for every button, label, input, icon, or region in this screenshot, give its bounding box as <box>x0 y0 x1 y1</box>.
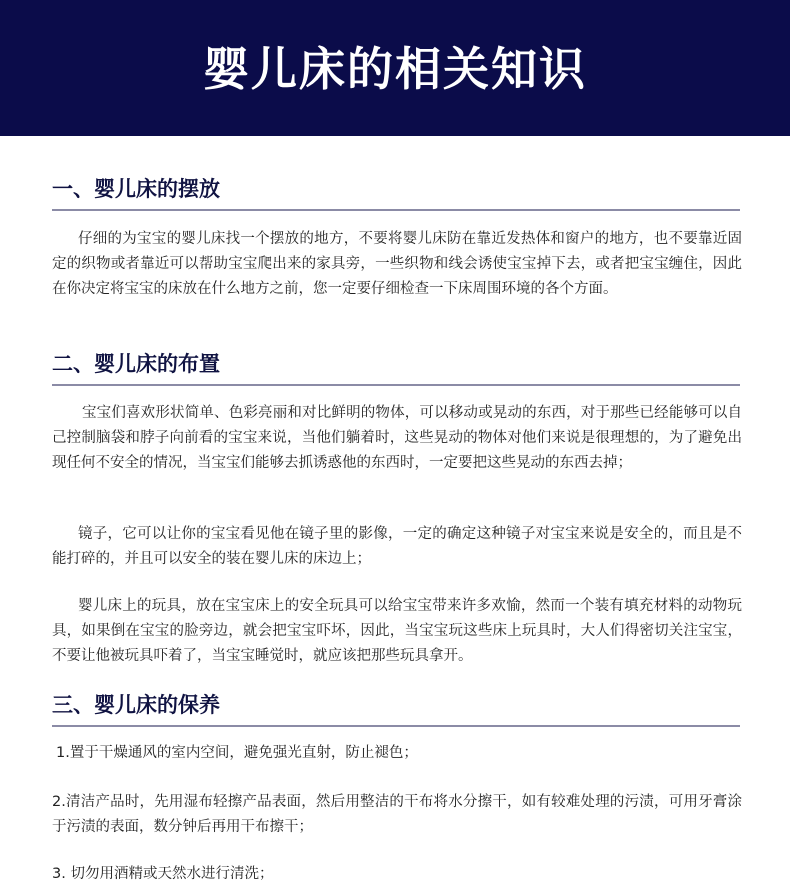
page-title: 婴儿床的相关知识 <box>203 42 587 96</box>
decoration-paragraph-toys: 婴儿床上的玩具，放在宝宝床上的安全玩具可以给宝宝带来许多欢愉，然而一个装有填充材料的动物玩具，如果倒在宝宝的脸旁边，就会把宝宝吓坏，因此，当宝宝玩这些床上玩具时，大人们得密切关注宝宝，不要让他被玩具吓着了，当宝宝睡觉时，就应该把那些玩具拿开。 <box>52 598 742 664</box>
maintenance-item-2: 2.清洁产品时，先用湿布轻擦产品表面，然后用整洁的干布将水分擦干，如有较难处理的污渍，可用牙膏涂于污渍的表面，数分钟后再用干布擦干； <box>52 794 742 835</box>
maintenance-item-1: 1.置于干燥通风的室内空间，避免强光直射，防止褪色； <box>56 745 418 761</box>
placement-paragraph: 仔细的为宝宝的婴儿床找一个摆放的地方，不要将婴儿床防在靠近发热体和窗户的地方，也不要靠近固定的织物或者靠近可以帮助宝宝爬出来的家具旁，一些织物和线会诱使宝宝掉下去，或者把宝宝缠住，因此在你决定将宝宝的床放在什么地方之前，您一定要仔细检查一下床周围环境的各个方面。 <box>52 231 742 297</box>
section-heading-placement: 一、婴儿床的摆放 <box>52 174 740 211</box>
section-heading-maintenance: 三、婴儿床的保养 <box>52 690 740 727</box>
title-banner <box>0 0 790 136</box>
decoration-paragraph-mobiles: 宝宝们喜欢形状简单、色彩亮丽和对比鲜明的物体，可以移动或晃动的东西，对于那些已经能够可以自己控制脑袋和脖子向前看的宝宝来说，当他们躺着时，这些晃动的物体对他们来说是很理想的，为了避免出现任何不安全的情况，当宝宝们能够去抓诱惑他的东西时，一定要把这些晃动的东西去掉； <box>52 405 742 471</box>
section-heading-decoration: 二、婴儿床的布置 <box>52 349 740 386</box>
maintenance-item-3: 3. 切勿用酒精或天然水进行清洗； <box>52 866 274 882</box>
decoration-paragraph-mirror: 镜子，它可以让你的宝宝看见他在镜子里的影像，一定的确定这种镜子对宝宝来说是安全的，而且是不能打碎的，并且可以安全的装在婴儿床的床边上； <box>52 526 742 567</box>
